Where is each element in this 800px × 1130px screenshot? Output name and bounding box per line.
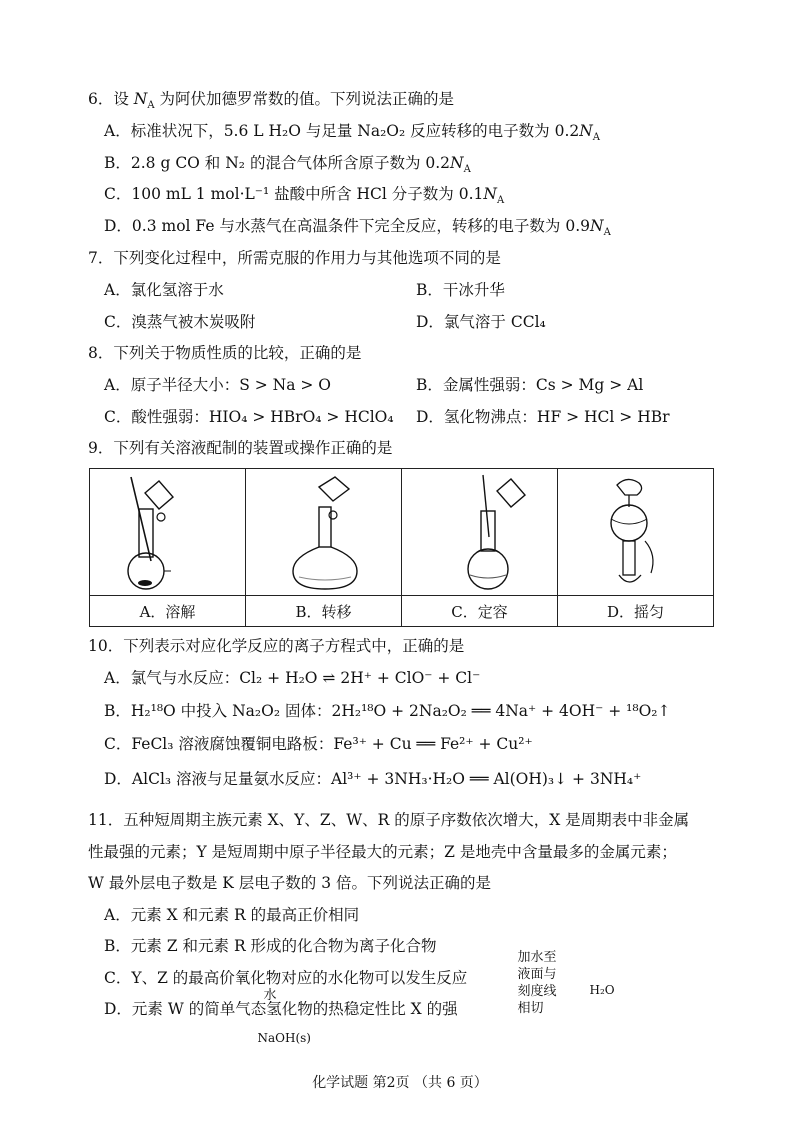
page-footer: 化学试题 第2页 （共 6 页） bbox=[312, 1075, 488, 1091]
q10-option-d: D．AlCl₃ 溶液与足量氨水反应：Al³⁺ + 3NH₃·H₂O ══ Al(OH)₃↓ + 3NH₄⁺ bbox=[104, 770, 642, 788]
q11-option-c: C．Y、Z 的最高价氧化物对应的水化物可以发生反应 bbox=[104, 969, 468, 987]
q10-stem: 10．下列表示对应化学反应的离子方程式中，正确的是 bbox=[88, 637, 465, 655]
q9-caption-b: B．转移 bbox=[246, 596, 402, 627]
q6-option-a: A．标准状况下，5.6 L H₂O 与足量 Na₂O₂ 反应转移的电子数为 $0.2N_A$ bbox=[104, 122, 601, 144]
dissolve-apparatus-drawing bbox=[93, 471, 243, 593]
q9-figure-d bbox=[558, 469, 714, 596]
q6-stem: 6．设 $N_A$ 为阿伏加德罗常数的值。下列说法正确的是 bbox=[88, 90, 455, 112]
q8-option-a: A．原子半径大小：S > Na > O bbox=[104, 376, 332, 394]
q6-option-b: B．2.8 g CO 和 N₂ 的混合气体所含原子数为 $0.2N_A$ bbox=[104, 154, 471, 176]
q11-stem-line2: 性最强的元素；Y 是短周期中原子半径最大的元素；Z 是地壳中含量最多的金属元素； bbox=[88, 843, 677, 861]
q7-option-d: D．氯气溶于 CCl₄ bbox=[416, 313, 546, 331]
transfer-apparatus-drawing bbox=[249, 471, 399, 593]
q6-option-d: D．0.3 mol Fe 与水蒸气在高温条件下完全反应，转移的电子数为 $0.9N_A$ bbox=[104, 217, 611, 239]
label-h2o: H₂O bbox=[589, 982, 615, 997]
q11-stem-line1: 11．五种短周期主族元素 X、Y、Z、W、R 的原子序数依次增大，X 是周期表中非金属 bbox=[88, 811, 690, 829]
q11-option-d: D．元素 W 的简单气态氢化物的热稳定性比 X 的强 bbox=[104, 1000, 458, 1018]
q11-option-b: B．元素 Z 和元素 R 形成的化合物为离子化合物 bbox=[104, 937, 437, 955]
q8-option-c: C．酸性强弱：HIO₄ > HBrO₄ > HClO₄ bbox=[104, 408, 394, 426]
q7-option-a: A．氯化氢溶于水 bbox=[104, 281, 224, 299]
q9-caption-a: A．溶解 bbox=[90, 596, 246, 627]
q7-option-b: B．干冰升华 bbox=[416, 281, 505, 299]
q8-option-d: D．氢化物沸点：HF > HCl > HBr bbox=[416, 408, 670, 426]
q9-caption-c: C．定容 bbox=[402, 596, 558, 627]
q7-option-c: C．溴蒸气被木炭吸附 bbox=[104, 313, 256, 331]
q8-stem: 8．下列关于物质性质的比较，正确的是 bbox=[88, 344, 362, 362]
q8-option-b: B．金属性强弱：Cs > Mg > Al bbox=[416, 376, 644, 394]
label-add-water: 加水至 液面与 刻度线 相切 bbox=[517, 949, 557, 1016]
q10-option-a: A．氯气与水反应：Cl₂ + H₂O ⇌ 2H⁺ + ClO⁻ + Cl⁻ bbox=[104, 669, 481, 687]
q9-stem: 9．下列有关溶液配制的装置或操作正确的是 bbox=[88, 439, 393, 457]
q11-option-a: A．元素 X 和元素 R 的最高正价相同 bbox=[104, 906, 360, 924]
q11-stem-line3: W 最外层电子数是 K 层电子数的 3 倍。下列说法正确的是 bbox=[88, 874, 492, 892]
shake-apparatus-drawing bbox=[561, 471, 711, 593]
q10-option-b: B．H₂¹⁸O 中投入 Na₂O₂ 固体：2H₂¹⁸O + 2Na₂O₂ ══ 4Na⁺ + 4OH⁻ + ¹⁸O₂↑ bbox=[104, 702, 671, 720]
volume-adjust-apparatus-drawing bbox=[405, 471, 555, 593]
label-water: 水 bbox=[263, 987, 277, 1003]
q7-stem: 7．下列变化过程中，所需克服的作用力与其他选项不同的是 bbox=[88, 249, 501, 267]
q6-option-c: C．100 mL 1 mol·L⁻¹ 盐酸中所含 HCl 分子数为 $0.1N_A$ bbox=[104, 185, 505, 207]
q9-figure-b bbox=[246, 469, 402, 596]
q9-caption-d: D．摇匀 bbox=[558, 596, 714, 627]
q10-option-c: C．FeCl₃ 溶液腐蚀覆铜电路板：Fe³⁺ + Cu ══ Fe²⁺ + Cu²⁺ bbox=[104, 735, 533, 753]
label-naoh: NaOH(s) bbox=[257, 1030, 311, 1045]
